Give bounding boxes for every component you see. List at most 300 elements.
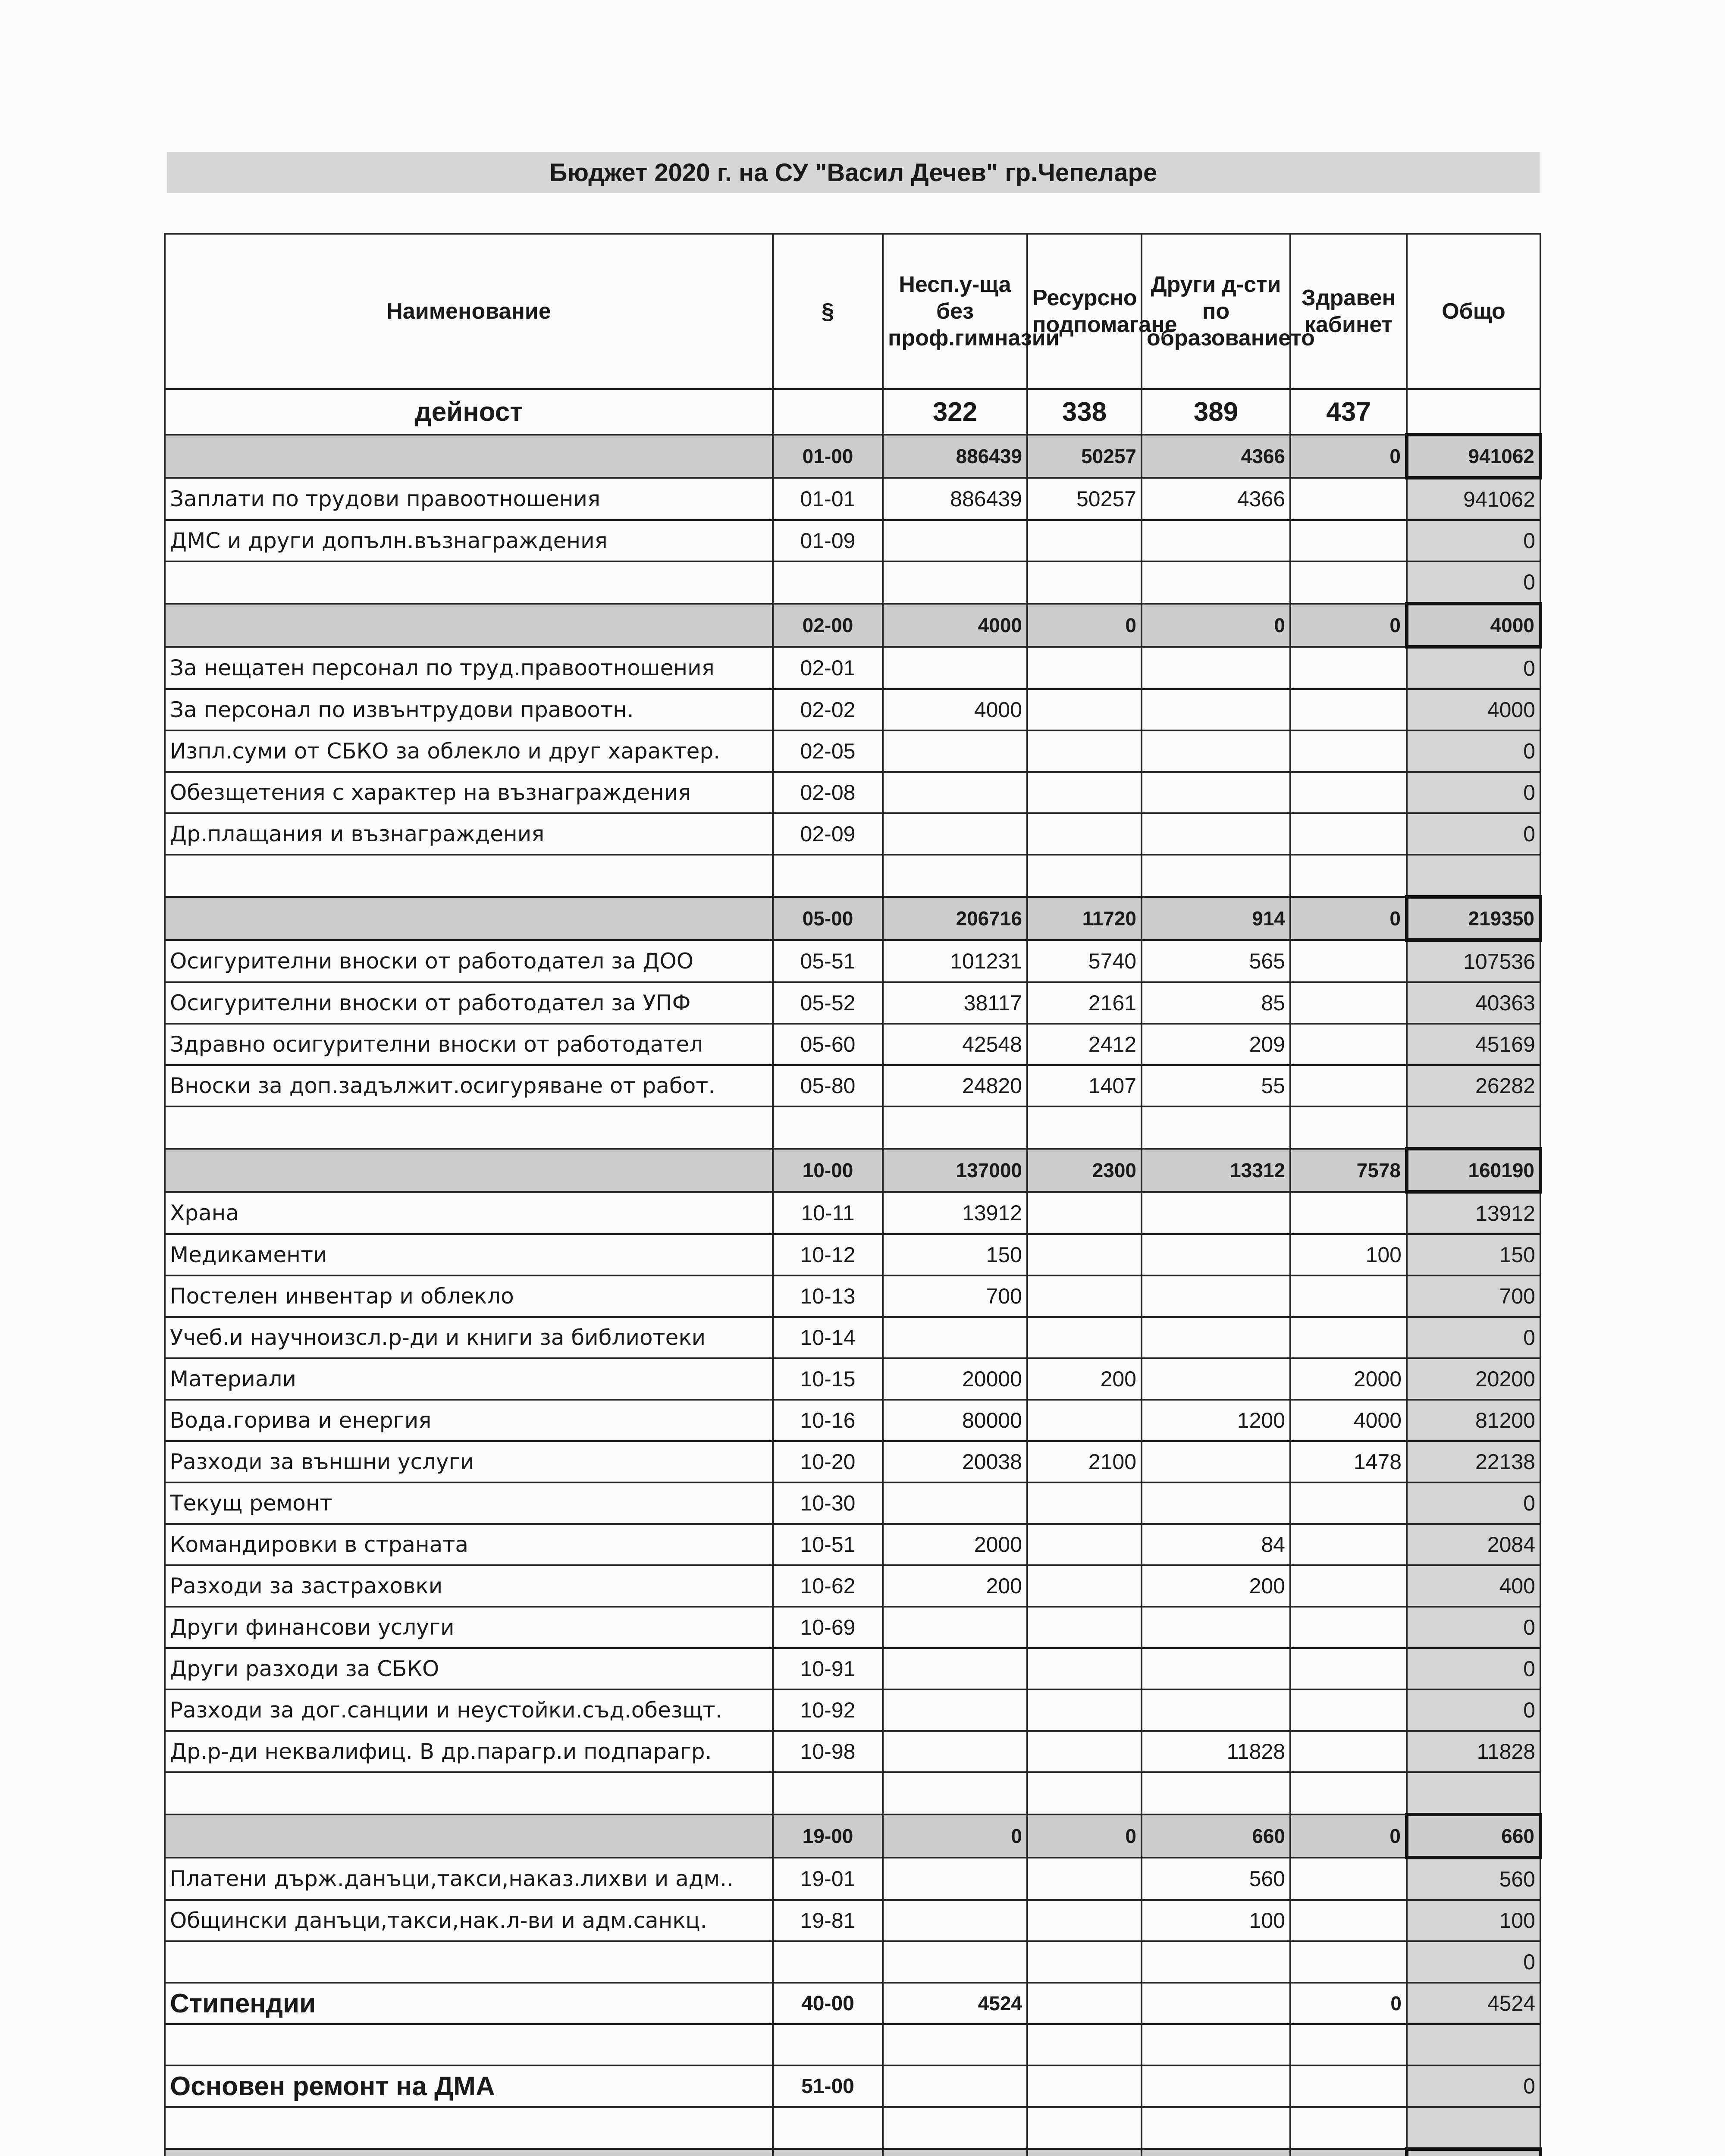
table-row [165,813,1540,855]
row-name: ДМС и други допълн.възнаграждения [165,520,773,561]
row-total: 0 [1407,1607,1540,1648]
row-name: Разходи за дог.санции и неустойки.съд.обезщт. [165,1689,773,1731]
row-paragraph-code: 10-12 [773,1234,883,1275]
activity-code: 338 [1027,389,1142,435]
row-value-resource-support [1027,1731,1142,1772]
row-total: 4524 [1407,1983,1540,2024]
row-name: Вноски за доп.задължит.осигуряване от работ. [165,1065,773,1106]
row-paragraph-code: 19-00 [773,1814,883,1858]
row-paragraph-code: 51-00 [773,2065,883,2107]
row-total [1407,855,1540,897]
row-value-health-office: 0 [1290,1983,1407,2024]
row-paragraph-code: 10-20 [773,1441,883,1482]
row-value-resource-support: 50257 [1027,478,1142,520]
row-name: Текущ ремонт [165,1482,773,1524]
row-value-health-office [1290,1106,1407,1149]
row-value-health-office [1290,730,1407,772]
row-paragraph-code [773,561,883,604]
row-name [165,897,773,940]
row-value-health-office: 4000 [1290,1400,1407,1441]
row-name [165,604,773,647]
row-value-other-education: 4366 [1142,478,1290,520]
row-value-schools: 206716 [883,897,1027,940]
table-row [165,1317,1540,1358]
row-paragraph-code: 40-00 [773,1983,883,2024]
row-value-resource-support: 0 [1027,604,1142,647]
activity-row [165,389,1540,435]
row-paragraph-code [773,1941,883,1983]
row-value-other-education: 4366 [1142,435,1290,478]
row-value-resource-support [1027,1772,1142,1814]
row-total: 2084 [1407,1524,1540,1565]
row-value-other-education [1142,561,1290,604]
row-value-other-education: 13312 [1142,1149,1290,1192]
row-value-other-education: 85 [1142,982,1290,1024]
row-value-other-education [1142,1106,1290,1149]
table-row [165,2065,1540,2107]
row-value-other-education [1142,1441,1290,1482]
row-name: Платени държ.данъци,такси,наказ.лихви и адм.. [165,1858,773,1900]
row-value-health-office [1290,1858,1407,1900]
row-total: 26282 [1407,1065,1540,1106]
row-total: 0 [1407,772,1540,813]
table-row [165,940,1540,982]
row-value-schools [883,647,1027,689]
table-row [165,1234,1540,1275]
row-value-schools: 4000 [883,689,1027,730]
row-value-other-education [1142,689,1290,730]
row-value-schools [883,520,1027,561]
row-value-health-office [1290,855,1407,897]
row-total: 0 [1407,1689,1540,1731]
row-value-resource-support [1027,772,1142,813]
row-value-health-office [1290,2065,1407,2107]
row-value-schools [883,813,1027,855]
row-value-resource-support [1027,1900,1142,1941]
row-value-schools [883,1482,1027,1524]
row-value-other-education [1142,1607,1290,1648]
row-name: Изпл.суми от СБКО за облекло и друг характер. [165,730,773,772]
col-header-name: Наименование [165,234,773,389]
row-total [1407,2107,1540,2149]
row-value-other-education [1142,1275,1290,1317]
row-value-resource-support [1027,1234,1142,1275]
row-paragraph-code: 10-69 [773,1607,883,1648]
row-value-schools [883,1858,1027,1900]
row-value-schools [883,2107,1027,2149]
row-total: 22138 [1407,1441,1540,1482]
table-row [165,1607,1540,1648]
row-paragraph-code: 10-15 [773,1358,883,1400]
table-row [165,689,1540,730]
row-value-health-office [1290,940,1407,982]
activity-empty [1407,389,1540,435]
row-paragraph-code: 10-14 [773,1317,883,1358]
row-value-other-education [1142,813,1290,855]
row-value-other-education [1142,1941,1290,1983]
row-value-schools: 700 [883,1275,1027,1317]
table-row [165,1400,1540,1441]
row-paragraph-code: 19-01 [773,1858,883,1900]
row-total: 0 [1407,1482,1540,1524]
activity-label: дейност [165,389,773,435]
row-value-resource-support [1027,689,1142,730]
row-value-health-office [1290,647,1407,689]
row-name: Стипендии [165,1983,773,2024]
row-value-resource-support: 50257 [1027,435,1142,478]
row-value-health-office: 7578 [1290,1149,1407,1192]
row-value-health-office [1290,1731,1407,1772]
row-name: За нещатен персонал по труд.правоотношения [165,647,773,689]
row-name: Заплати по трудови правоотношения [165,478,773,520]
row-value-schools: 80000 [883,1400,1027,1441]
row-value-other-education: 84 [1142,1524,1290,1565]
row-total: 160190 [1407,1149,1540,1192]
row-total: 0 [1407,1317,1540,1358]
row-total: 219350 [1407,897,1540,940]
row-value-resource-support: 0 [1027,1814,1142,1858]
row-name [165,435,773,478]
row-name: Осигурителни вноски от работодател за ДОО [165,940,773,982]
row-name: Храна [165,1192,773,1234]
row-value-other-education [1142,1482,1290,1524]
row-value-resource-support [1027,1400,1142,1441]
group-row [165,1814,1540,1858]
table-row [165,561,1540,604]
row-paragraph-code: 01-09 [773,520,883,561]
row-value-health-office [1290,689,1407,730]
row-value-health-office [1290,2107,1407,2149]
col-header-health-office: Здравен кабинет [1290,234,1407,389]
row-value-resource-support [1027,1607,1142,1648]
row-value-schools: 200 [883,1565,1027,1607]
row-name: Др.плащания и възнаграждения [165,813,773,855]
row-value-resource-support [1027,1482,1142,1524]
table-row [165,1441,1540,1482]
table-row [165,1106,1540,1149]
group-row [165,2149,1540,2156]
table-row [165,730,1540,772]
row-value-schools [883,1772,1027,1814]
row-value-schools: 150 [883,1234,1027,1275]
row-total: 4000 [1407,689,1540,730]
row-value-resource-support [1027,520,1142,561]
col-header-other-education: Други д-сти по образованието [1142,234,1290,389]
row-value-health-office [1290,1689,1407,1731]
row-value-schools: 2000 [883,1524,1027,1565]
row-value-resource-support [1027,1983,1142,2024]
row-value-resource-support [1027,730,1142,772]
table-row [165,1731,1540,1772]
table-row [165,647,1540,689]
row-total: 0 [1407,1648,1540,1689]
row-paragraph-code: 10-13 [773,1275,883,1317]
col-header-schools: Несп.у-ща без проф.гимназии [883,234,1027,389]
row-value-schools [883,2149,1027,2156]
row-name [165,1941,773,1983]
row-paragraph-code [773,2107,883,2149]
row-name: Командировки в страната [165,1524,773,1565]
row-value-other-education [1142,730,1290,772]
row-paragraph-code: 05-60 [773,1024,883,1065]
row-name: Разходи за застраховки [165,1565,773,1607]
row-value-schools [883,1607,1027,1648]
table-row [165,520,1540,561]
row-value-resource-support: 2100 [1027,1441,1142,1482]
row-value-other-education: 0 [1142,604,1290,647]
row-value-schools: 4000 [883,604,1027,647]
header-row [165,234,1540,389]
row-value-other-education [1142,2149,1290,2156]
table-row [165,1900,1540,1941]
row-total: 20200 [1407,1358,1540,1400]
row-value-other-education [1142,647,1290,689]
table-row [165,1192,1540,1234]
row-total: 13912 [1407,1192,1540,1234]
table-row [165,1065,1540,1106]
row-value-schools [883,1689,1027,1731]
row-name: Постелен инвентар и облекло [165,1275,773,1317]
row-total: 45169 [1407,1024,1540,1065]
row-value-other-education [1142,2107,1290,2149]
row-paragraph-code: 10-00 [773,1149,883,1192]
row-value-other-education: 209 [1142,1024,1290,1065]
row-name [165,855,773,897]
row-total: 400 [1407,1565,1540,1607]
row-name [165,1772,773,1814]
activity-code: 389 [1142,389,1290,435]
row-total: 0 [1407,520,1540,561]
row-value-other-education: 1200 [1142,1400,1290,1441]
row-value-other-education [1142,2065,1290,2107]
table-row [165,2107,1540,2149]
row-value-health-office: 0 [1290,435,1407,478]
row-paragraph-code [773,2024,883,2065]
row-value-resource-support: 5740 [1027,940,1142,982]
col-header-resource-support: Ресурсно подпомагане [1027,234,1142,389]
row-paragraph-code: 19-81 [773,1900,883,1941]
row-value-health-office [1290,1317,1407,1358]
row-value-schools [883,1941,1027,1983]
row-name: Основен ремонт на ДМА [165,2065,773,2107]
table-row [165,478,1540,520]
row-value-schools [883,1648,1027,1689]
row-value-other-education [1142,1317,1290,1358]
row-total: 0 [1407,2065,1540,2107]
table-row [165,2024,1540,2065]
row-name [165,2149,773,2156]
row-name: Други финансови услуги [165,1607,773,1648]
table-row [165,1358,1540,1400]
table-row [165,1275,1540,1317]
row-paragraph-code: 10-30 [773,1482,883,1524]
table-row [165,855,1540,897]
row-value-health-office: 0 [1290,897,1407,940]
row-value-resource-support [1027,1648,1142,1689]
row-value-resource-support [1027,2065,1142,2107]
row-value-health-office [1290,1275,1407,1317]
row-value-resource-support [1027,1941,1142,1983]
col-header-total: Общо [1407,234,1540,389]
row-value-resource-support [1027,2024,1142,2065]
row-paragraph-code: 02-02 [773,689,883,730]
row-value-schools: 24820 [883,1065,1027,1106]
table-row [165,1024,1540,1065]
row-name: Разходи за външни услуги [165,1441,773,1482]
row-total: 941062 [1407,478,1540,520]
row-total: 150 [1407,1234,1540,1275]
row-value-other-education [1142,1358,1290,1400]
row-value-health-office: 1478 [1290,1441,1407,1482]
row-total: 0 [1407,813,1540,855]
row-paragraph-code: 02-00 [773,604,883,647]
row-paragraph-code: 01-01 [773,478,883,520]
table-row [165,1858,1540,1900]
row-value-health-office: 2000 [1290,1358,1407,1400]
group-row [165,604,1540,647]
row-value-resource-support [1027,1858,1142,1900]
row-paragraph-code: 02-01 [773,647,883,689]
row-paragraph-code: 10-62 [773,1565,883,1607]
row-value-other-education: 11828 [1142,1731,1290,1772]
row-paragraph-code: 05-80 [773,1065,883,1106]
table-row [165,1983,1540,2024]
row-value-health-office [1290,982,1407,1024]
row-value-other-education [1142,1689,1290,1731]
row-paragraph-code: 05-51 [773,940,883,982]
row-value-other-education: 55 [1142,1065,1290,1106]
row-value-other-education: 100 [1142,1900,1290,1941]
row-paragraph-code: 02-09 [773,813,883,855]
row-value-resource-support: 2412 [1027,1024,1142,1065]
activity-code: 322 [883,389,1027,435]
row-name [165,1149,773,1192]
row-value-resource-support: 11720 [1027,897,1142,940]
row-name: Здравно осигурителни вноски от работодател [165,1024,773,1065]
row-value-resource-support [1027,1275,1142,1317]
row-name [165,1106,773,1149]
row-value-schools: 886439 [883,435,1027,478]
row-value-schools [883,2024,1027,2065]
budget-rows [165,435,1540,2156]
table-row [165,1648,1540,1689]
row-paragraph-code: 10-16 [773,1400,883,1441]
row-name [165,1814,773,1858]
row-value-other-education [1142,1772,1290,1814]
table-row [165,1772,1540,1814]
row-value-resource-support [1027,1524,1142,1565]
row-value-resource-support: 1407 [1027,1065,1142,1106]
row-value-schools [883,855,1027,897]
page-title: Бюджет 2020 г. на СУ "Васил Дечев" гр.Чепеларе [549,158,1157,187]
group-row [165,1149,1540,1192]
row-value-other-education: 565 [1142,940,1290,982]
row-value-schools [883,772,1027,813]
row-value-other-education [1142,1234,1290,1275]
row-value-schools [883,561,1027,604]
row-paragraph-code: 10-51 [773,1524,883,1565]
row-value-other-education: 660 [1142,1814,1290,1858]
row-value-health-office [1290,1900,1407,1941]
row-total: 0 [1407,647,1540,689]
row-total: 941062 [1407,435,1540,478]
row-paragraph-code: 02-05 [773,730,883,772]
row-total [1407,2149,1540,2156]
row-paragraph-code [773,855,883,897]
row-value-resource-support [1027,1689,1142,1731]
row-value-schools: 886439 [883,478,1027,520]
row-value-schools: 13912 [883,1192,1027,1234]
row-value-other-education: 200 [1142,1565,1290,1607]
table-row [165,982,1540,1024]
row-total: 100 [1407,1900,1540,1941]
row-paragraph-code [773,1106,883,1149]
title-bar [167,152,1540,193]
row-name: Медикаменти [165,1234,773,1275]
row-value-schools [883,1900,1027,1941]
row-total: 11828 [1407,1731,1540,1772]
row-name: Общински данъци,такси,нак.л-ви и адм.санкц. [165,1900,773,1941]
row-value-health-office [1290,1648,1407,1689]
row-value-schools [883,2065,1027,2107]
row-value-resource-support [1027,1192,1142,1234]
row-value-resource-support: 2161 [1027,982,1142,1024]
row-value-other-education [1142,772,1290,813]
row-value-schools: 20000 [883,1358,1027,1400]
row-value-other-education: 914 [1142,897,1290,940]
row-name [165,561,773,604]
row-value-health-office [1290,478,1407,520]
row-value-schools: 101231 [883,940,1027,982]
table-row [165,1941,1540,1983]
row-value-health-office: 100 [1290,1234,1407,1275]
row-value-other-education [1142,1648,1290,1689]
row-name: Осигурителни вноски от работодател за УПФ [165,982,773,1024]
row-value-health-office [1290,1565,1407,1607]
row-name [165,2107,773,2149]
activity-empty [773,389,883,435]
row-total: 81200 [1407,1400,1540,1441]
row-total: 40363 [1407,982,1540,1024]
row-total [1407,2024,1540,2065]
row-value-schools [883,730,1027,772]
row-value-schools: 137000 [883,1149,1027,1192]
budget-table [164,233,1542,2156]
row-value-schools: 4524 [883,1983,1027,2024]
row-value-health-office [1290,1024,1407,1065]
row-paragraph-code [773,1772,883,1814]
row-total: 0 [1407,1941,1540,1983]
row-total: 0 [1407,730,1540,772]
row-value-other-education: 560 [1142,1858,1290,1900]
table-row [165,1482,1540,1524]
row-value-schools: 38117 [883,982,1027,1024]
table-row [165,1689,1540,1731]
group-row [165,435,1540,478]
row-name: За персонал по извънтрудови правоотн. [165,689,773,730]
row-value-other-education [1142,1983,1290,2024]
row-value-health-office: 0 [1290,1814,1407,1858]
row-value-resource-support: 200 [1027,1358,1142,1400]
row-value-health-office [1290,772,1407,813]
col-header-paragraph: § [773,234,883,389]
row-value-resource-support [1027,2149,1142,2156]
row-total: 560 [1407,1858,1540,1900]
row-paragraph-code: 05-52 [773,982,883,1024]
row-value-health-office [1290,1524,1407,1565]
row-value-schools: 42548 [883,1024,1027,1065]
row-value-other-education [1142,1192,1290,1234]
